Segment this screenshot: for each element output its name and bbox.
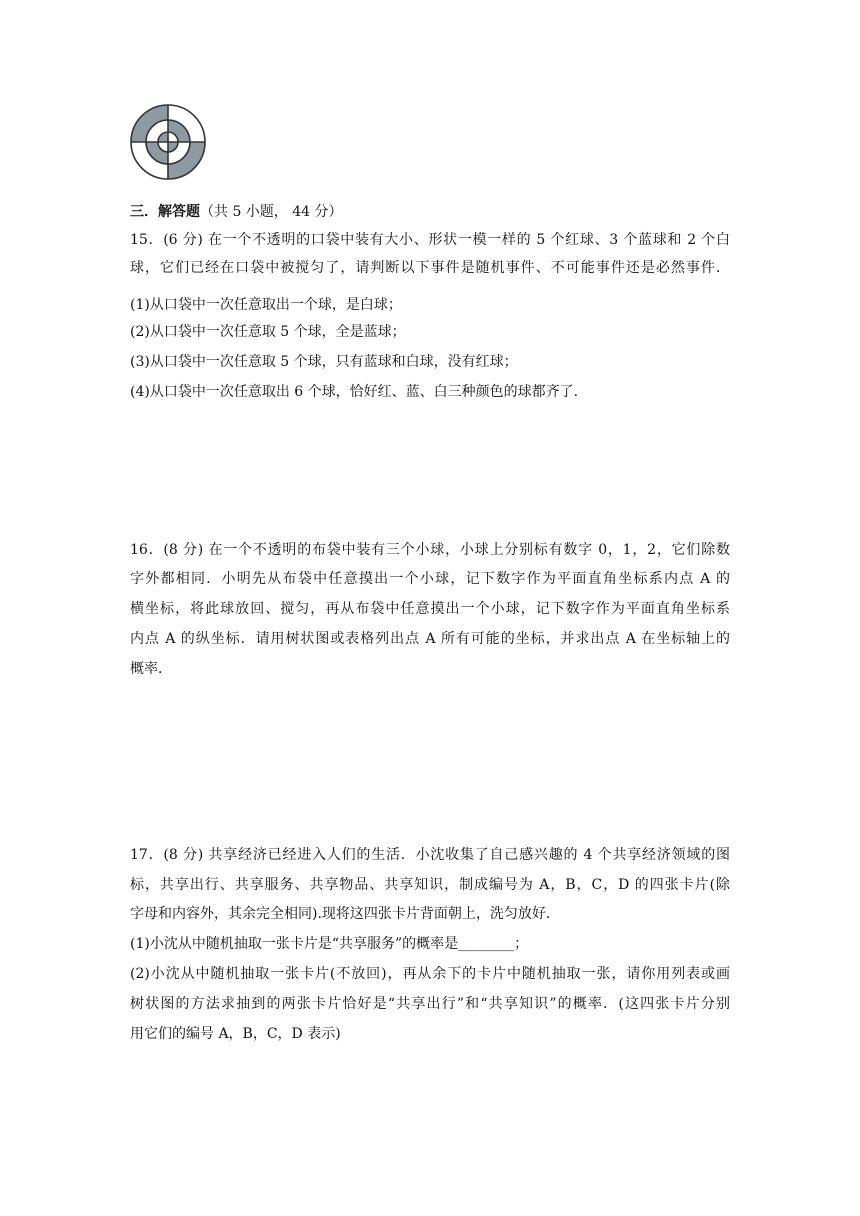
q17-line: 17．(8 分) 共享经济已经进入人们的生活．小沈收集了自己感兴趣的 4 个共享经济领域的图 [130, 847, 730, 863]
section-subtitle: （共 5 小题， 44 分） [200, 204, 343, 220]
section-title: 三．解答题 [130, 204, 200, 220]
q17-line: 用它们的编号 A，B，C，D 表示) [130, 1026, 341, 1042]
q17-option: (2)小沈从中随机抽取一张卡片(不放回)，再从余下的卡片中随机抽取一张，请你用列表或画 [130, 966, 730, 982]
section-heading [130, 202, 730, 222]
q16-line: 概率． [130, 661, 172, 677]
q17-line: 字母和内容外，其余完全相同).现将这四张卡片背面朝上，洗匀放好． [130, 906, 560, 922]
q17-line: 树状图的方法求抽到的两张卡片恰好是“共享出行”和“共享知识”的概率．(这四张卡片分别 [130, 996, 730, 1012]
target-figure [127, 103, 209, 181]
q15-option: (4)从口袋中一次任意取出 6 个球，恰好红、蓝、白三种颜色的球都齐了． [130, 384, 588, 400]
q16-line: 字外都相同．小明先从布袋中任意摸出一个小球，记下数字作为平面直角坐标系内点 A 的 [130, 571, 730, 587]
q16-line: 16．(8 分) 在一个不透明的布袋中装有三个小球，小球上分别标有数字 0，1，2，它们除数 [130, 542, 730, 558]
q15-option: (1)从口袋中一次任意取出一个球，是白球； [130, 297, 402, 313]
q16-line: 内点 A 的纵坐标．请用树状图或表格列出点 A 所有可能的坐标，并求出点 A 在坐标轴上的 [130, 631, 730, 647]
q17-line: 标，共享出行、共享服务、共享物品、共享知识，制成编号为 A，B，C，D 的四张卡片(除 [130, 877, 730, 893]
q15-option: (3)从口袋中一次任意取 5 个球，只有蓝球和白球，没有红球； [130, 354, 518, 370]
q15-option: (2)从口袋中一次任意取 5 个球，全是蓝球； [130, 324, 406, 340]
q16-line: 横坐标，将此球放回、搅匀，再从布袋中任意摸出一个小球，记下数字作为平面直角坐标系 [130, 601, 730, 617]
q17-option: (1)小沈从中随机抽取一张卡片是“共享服务”的概率是________； [130, 936, 529, 952]
q15-line: 球，它们已经在口袋中被搅匀了，请判断以下事件是随机事件、不可能事件还是必然事件． [130, 260, 730, 276]
q15-line: 15．(6 分) 在一个不透明的口袋中装有大小、形状一模一样的 5 个红球、3 个蓝球和 2 个白 [130, 232, 730, 248]
